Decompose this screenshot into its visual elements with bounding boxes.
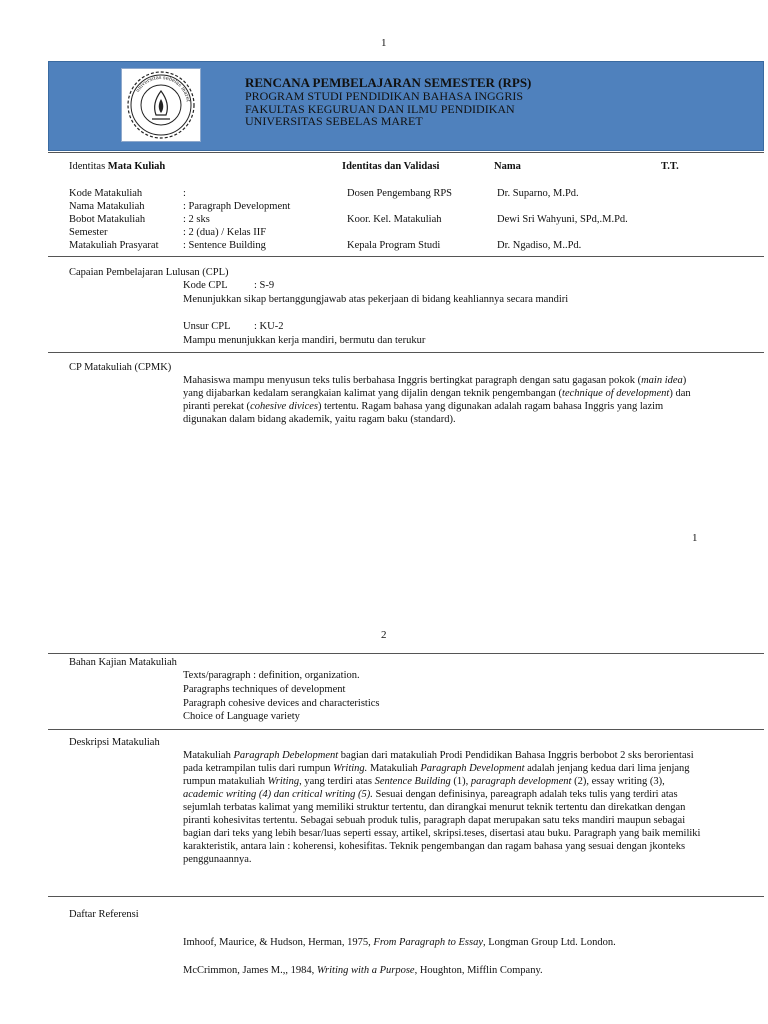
study-material-item: Texts/paragraph : definition, organization. [183, 670, 360, 681]
study-material-item: Paragraphs techniques of development [183, 684, 346, 695]
validation-role: Koor. Kel. Matakuliah [347, 214, 442, 225]
university-line: UNIVERSITAS SEBELAS MARET [245, 114, 423, 128]
course-row-value: : [183, 188, 186, 199]
cpl-code-label: Kode CPL [183, 280, 228, 291]
course-identity-heading: Identitas Mata Kuliah [69, 161, 166, 172]
course-row-value: : 2 sks [183, 214, 210, 225]
cpl-element-description: Mampu menunjukkan kerja mandiri, bermutu dan terukur [183, 335, 426, 346]
section-divider [48, 653, 764, 654]
faculty-line: FAKULTAS KEGURUAN DAN ILMU PENDIDIKAN [245, 101, 515, 116]
cpl-code-value: : S-9 [254, 280, 275, 291]
header-divider [48, 152, 764, 153]
validation-name: Dr. Suparno, M.Pd. [497, 188, 579, 199]
course-row-label: Matakuliah Prasyarat [69, 240, 159, 251]
validation-role: Kepala Program Studi [347, 240, 441, 251]
cpl-heading: Capaian Pembelajaran Lulusan (CPL) [69, 267, 229, 278]
page-number-bottom: 1 [692, 532, 698, 544]
course-description-paragraph: Matakuliah Paragraph Debelopment bagian dari matakuliah Prodi Pendidikan Bahasa Inggris berbobot 2 sks berorientasi pada ketrampilan tulis dari rumpun Writing. Matakuliah Paragraph Development adalah jenjang kedua dari lima jenjang rumpun matakuliah Writing, yang terdiri atas Sentence Building (1), paragraph development (2), essay writing (3), academic writing (4) dan critical writing (5). Sesuai dengan definisinya, pareagraph adalah teks tulis yang terdiri atas sejumlah terbatas kalimat yang memiliki struktur tertentu, dan dirangkai menurut teknik tertentu dan direkatkan dengan piranti kohesivitas tertentu. Sebagai sebuah produk tulis, paragraph dapat merupakan satu teks mandiri maupun sebagai bagian dari teks yang lebih besar/luas seperti essay, artikel, skripsi.teses, disertasi atau buku. Paragraph yang baik memiliki karakteristik, antara lain : koherensi, kohesifitas. Teknik pengembangan dan ragam bahasa yang sesuai dengan jkonteks penggunaannya. [183, 750, 701, 865]
reference-entry: Imhoof, Maurice, & Hudson, Herman, 1975, From Paragraph to Essay, Longman Group Ltd. London. [183, 937, 616, 948]
cpmk-paragraph: Mahasiswa mampu menyusun teks tulis berbahasa Inggris bertingkat paragraph dengan satu gagasan pokok (main idea) yang dijabarkan kedalam serangkaian kalimat yang dijalin dengan teknik pengembangan (technique of development) dan piranti perekat (cohesive divices) tertentu. Ragam bahasa yang digunakan adalah ragam bahasa Inggris yang lazim digunakan dalam bidang akademik, yaitu ragam baku (standard). [183, 375, 691, 425]
description-heading: Deskripsi Matakuliah [69, 737, 160, 748]
page-number-top: 1 [381, 37, 387, 49]
header-text-block [245, 76, 531, 128]
section-divider [48, 256, 764, 257]
signature-heading: T.T. [661, 161, 679, 172]
validation-heading: Identitas dan Validasi [342, 161, 440, 172]
name-heading: Nama [494, 161, 521, 172]
validation-name: Dr. Ngadiso, M..Pd. [497, 240, 582, 251]
course-row-label: Bobot Matakuliah [69, 214, 146, 225]
cpl-element-value: : KU-2 [254, 321, 284, 332]
validation-name: Dewi Sri Wahyuni, SPd,.M.Pd. [497, 214, 628, 225]
study-material-item: Choice of Language variety [183, 711, 300, 722]
course-row-label: Kode Matakuliah [69, 188, 143, 199]
section-divider [48, 896, 764, 897]
validation-role: Dosen Pengembang RPS [347, 188, 452, 199]
cpmk-heading: CP Matakuliah (CPMK) [69, 362, 172, 373]
reference-entry: McCrimmon, James M.,, 1984, Writing with a Purpose, Houghton, Mifflin Company. [183, 965, 543, 976]
university-seal-icon [122, 69, 200, 141]
university-logo [121, 68, 201, 142]
header-banner [48, 61, 764, 151]
document-title: RENCANA PEMBELAJARAN SEMESTER (RPS) [245, 75, 532, 90]
course-row-value: : Paragraph Development [183, 201, 291, 212]
cpl-code-description: Menunjukkan sikap bertanggungjawab atas pekerjaan di bidang keahliannya secara mandiri [183, 294, 569, 305]
references-heading: Daftar Referensi [69, 909, 139, 920]
study-material-item: Paragraph cohesive devices and characteristics [183, 698, 380, 709]
cpl-element-label: Unsur CPL [183, 321, 231, 332]
course-row-value: : 2 (dua) / Kelas IIF [183, 227, 267, 238]
course-row-label: Nama Matakuliah [69, 201, 145, 212]
study-material-heading: Bahan Kajian Matakuliah [69, 657, 177, 668]
page-number-top: 2 [381, 629, 387, 641]
section-divider [48, 352, 764, 353]
course-row-label: Semester [69, 227, 108, 238]
program-line: PROGRAM STUDI PENDIDIKAN BAHASA INGGRIS [245, 89, 524, 103]
section-divider [48, 729, 764, 730]
course-row-value: : Sentence Building [183, 240, 266, 251]
seal-ring-text: universitas sebelas maret [134, 74, 191, 103]
